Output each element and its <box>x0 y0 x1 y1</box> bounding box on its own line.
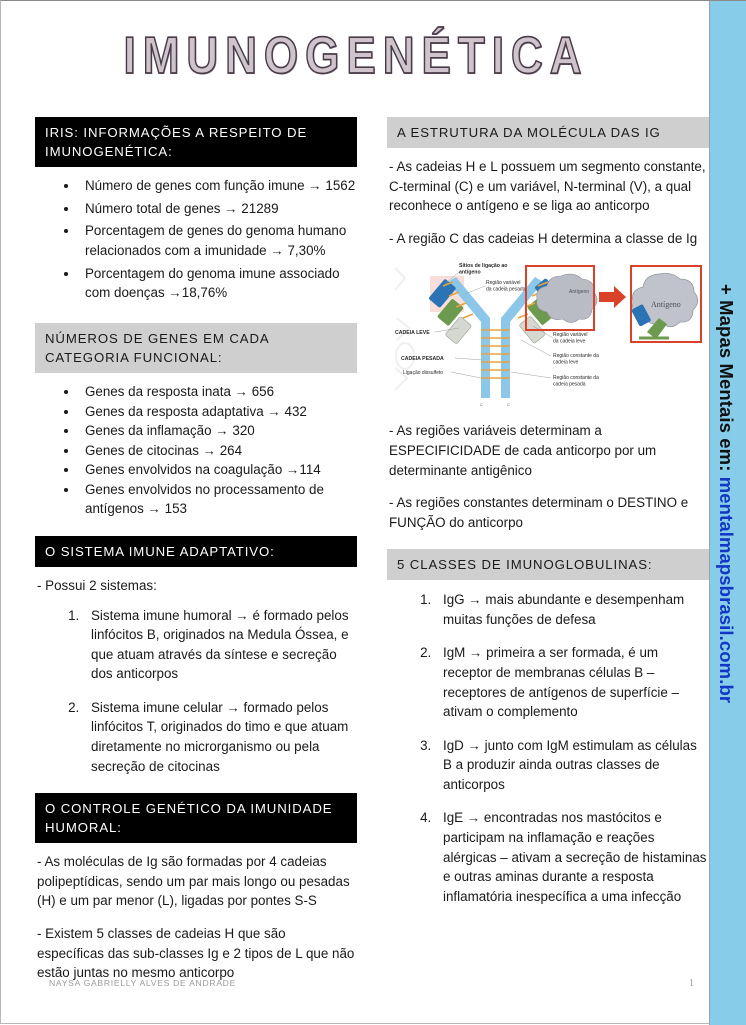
section-header-ig-classes: 5 CLASSES DE IMUNOGLOBULINAS: <box>387 549 709 580</box>
ig-structure-paragraph-3: - As regiões variáveis determinam a ESPECIFICIDADE de cada anticorpo por um determinante antigênico <box>389 423 657 478</box>
antigen-big-label: Antígeno <box>651 300 681 310</box>
ig-structure-paragraph-1: - As cadeias H e L possuem um segmento constante, C-terminal (C) e um variável, N-terminal (V), a qual reconhece o antígeno e se liga ao anticorpo <box>389 159 706 214</box>
antigen-zoom-panel <box>631 266 701 342</box>
section-header-ig-structure: A ESTRUTURA DA MOLÉCULA DAS IG <box>387 117 709 148</box>
label-binding-sites: Sítios de ligação ao <box>459 263 508 270</box>
page-title: IMUNOGENÉTICA <box>123 27 589 85</box>
list-item: • Genes de citocinas → 264 <box>79 441 357 461</box>
list-item: • Genes da resposta adaptativa → 432 <box>79 402 357 422</box>
genetic-control-paragraph-2: - Existem 5 classes de cadeias H que são específicas das sub-classes Ig e 2 tipos de L que não estão juntas no mesmo anticorpo <box>37 926 355 981</box>
antibody-diagram-svg <box>393 260 703 412</box>
antibody-structure-figure <box>393 260 703 412</box>
list-item: • Genes da resposta inata → 656 <box>79 382 357 402</box>
genetic-control-paragraph-1: - As moléculas de Ig são formadas por 4 cadeias polipeptídicas, sendo um par mais longo ou pesadas (H) e um par menor (L), ligadas por pontes S-S <box>37 854 350 909</box>
gene-numbers-bullet-list <box>35 382 357 519</box>
c-terminal-right-label: C <box>507 402 510 408</box>
label-heavy-constant-2: cadeia pesada <box>553 381 586 388</box>
label-light-variable: Região variável <box>553 332 588 339</box>
list-item: • Genes envolvidos na coagulação →114 <box>79 460 357 480</box>
label-light-constant: Região constante da <box>553 353 599 360</box>
spacer <box>35 519 357 536</box>
label-light-chain: CADEIA LEVE <box>395 330 430 337</box>
spacer <box>35 776 357 793</box>
label-heavy-chain: CADEIA PESADA <box>401 356 444 363</box>
list-item: 2. Sistema imune celular → formado pelos linfócitos T, originados do timo e que atuam diretamente no microrganismo ou pela secreção de citocinas <box>83 698 357 776</box>
zoom-arrow-icon <box>599 286 626 308</box>
list-item: • Número total de genes → 21289 <box>79 199 357 219</box>
list-item: • Genes envolvidos no processamento de antígenos → 153 <box>79 480 357 519</box>
label-disulfide: Ligação dissulfeto <box>403 370 444 377</box>
label-heavy-variable: Região variável <box>486 280 521 287</box>
spacer <box>35 306 357 323</box>
promo-text[interactable] <box>715 284 737 703</box>
antigen-small-label: Antígeno <box>569 289 590 296</box>
list-item: • Número de genes com função imune → 1562 <box>79 176 357 196</box>
list-item: • Porcentagem do genoma imune associado com doenças →18,76% <box>79 264 357 303</box>
left-column <box>35 117 357 983</box>
list-item: 4. IgE → encontradas nos mastócitos e participam na inflamação e reações alérgicas – ativam a secreção de histaminas e outras aminas durante a resposta inflamatória inespecífica a uma infecção <box>435 808 709 906</box>
section-header-genetic-control: O CONTROLE GENÉTICO DA IMUNIDADE HUMORAL: <box>35 793 357 843</box>
footer-author: NAYSA GABRIELLY ALVES DE ANDRADE <box>49 978 237 988</box>
ig-structure-paragraph-2: - A região C das cadeias H determina a classe de Ig <box>389 230 698 246</box>
right-column <box>387 117 709 906</box>
label-heavy-variable-2: da cadeia pesada <box>486 286 526 293</box>
section-header-gene-numbers: NÚMEROS DE GENES EM CADA CATEGORIA FUNCIONAL: <box>35 323 357 373</box>
promo-url[interactable]: mentalmapsbrasil.com.br <box>716 476 737 704</box>
list-item: • Genes da inflamação → 320 <box>79 421 357 441</box>
ig-classes-list <box>387 590 709 906</box>
label-light-variable-2: da cadeia leve <box>553 338 586 345</box>
list-item: • Porcentagem de genes do genoma humano relacionados com a imunidade → 7,30% <box>79 221 357 260</box>
label-binding-sites-2: antígeno <box>459 269 481 276</box>
ig-structure-paragraph-4: - As regiões constantes determinam o DESTINO e FUNÇÃO do anticorpo <box>389 495 689 530</box>
spacer <box>387 532 709 549</box>
promo-lead: + Mapas Mentais em: <box>716 284 737 477</box>
footer-page-number: 1 <box>689 978 694 989</box>
adaptive-immune-intro: - Possui 2 sistemas: <box>37 578 157 594</box>
iris-bullet-list <box>35 176 357 302</box>
list-item: 1. IgG → mais abundante e desempenham muitas funções de defesa <box>435 590 709 629</box>
label-heavy-constant: Região constante da <box>553 375 599 382</box>
list-item: 1. Sistema imune humoral → é formado pelos linfócitos B, originados na Medula Óssea, e que atuam através da síntese e secreção dos anticorpos <box>83 606 357 684</box>
adaptive-immune-list <box>35 606 357 777</box>
list-item: 2. IgM → primeira a ser formada, é um receptor de membranas células B – receptores de antígenos de superfície – ativam o complemento <box>435 643 709 721</box>
c-terminal-left-label: C <box>480 402 483 408</box>
label-light-constant-2: cadeia leve <box>553 359 579 366</box>
promo-strip[interactable] <box>709 1 746 1025</box>
list-item: 3. IgD → junto com IgM estimulam as células B a produzir ainda outras classes de anticorpos <box>435 736 709 795</box>
section-header-adaptive-immune: O SISTEMA IMUNE ADAPTATIVO: <box>35 536 357 567</box>
section-header-iris: IRIS: INFORMAÇÕES A RESPEITO DE IMUNOGENÉTICA: <box>35 117 357 167</box>
